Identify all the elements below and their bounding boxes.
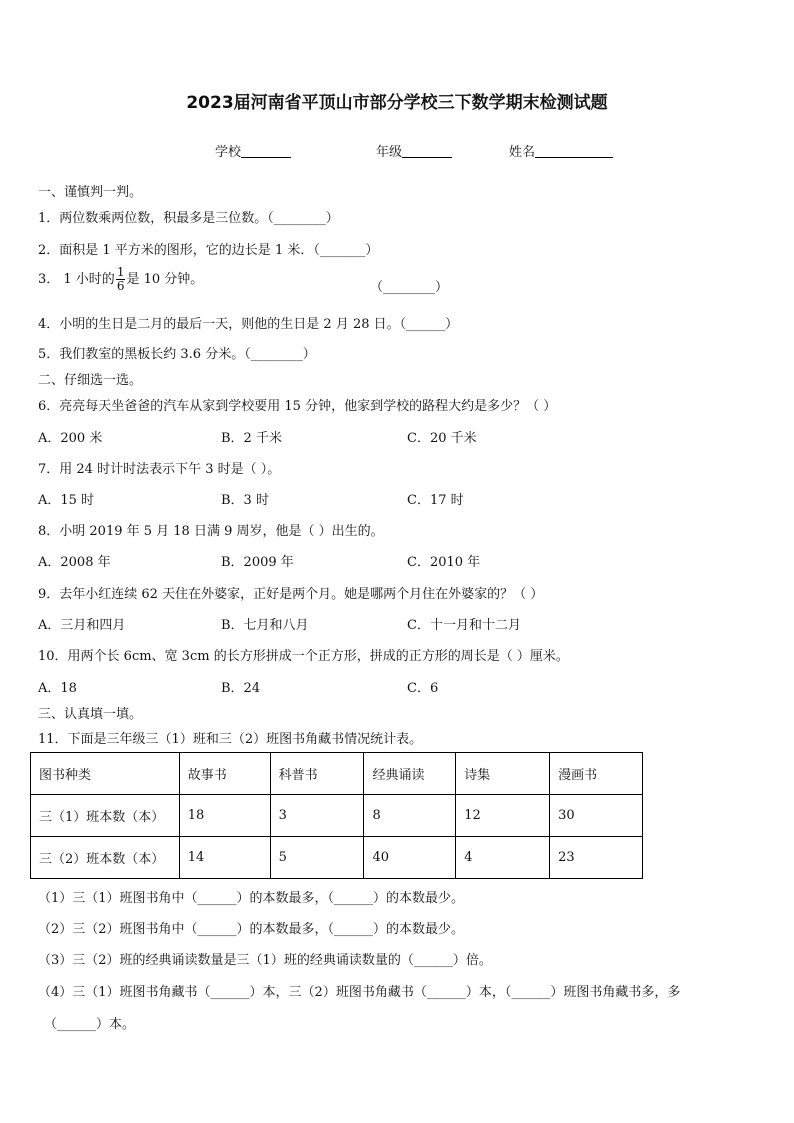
- table-header-cell: 图书种类: [31, 753, 180, 795]
- table-cell: 30: [550, 795, 643, 837]
- table-cell: 23: [550, 837, 643, 879]
- question-8-option-a[interactable]: A．2008 年: [38, 555, 111, 570]
- table-cell: 12: [456, 795, 550, 837]
- section-heading-2: 二、仔细选一选。: [38, 373, 143, 388]
- name-field: [509, 141, 613, 160]
- grade-field: [376, 141, 452, 160]
- table-cell: 3: [270, 795, 364, 837]
- question-10-option-c[interactable]: C．6: [407, 681, 439, 696]
- question-10-option-b[interactable]: B．24: [221, 681, 261, 696]
- question-6-option-c[interactable]: C．20 千米: [407, 431, 477, 446]
- table-cell: 三（1）班本数（本）: [31, 795, 180, 837]
- question-6: 6．亮亮每天坐爸爸的汽车从家到学校要用 15 分钟，他家到学校的路程大约是多少？（ ）: [38, 399, 557, 414]
- table-header-cell: 经典诵读: [364, 753, 456, 795]
- question-11-part-3: （3）三（2）班的经典诵读数量是三（1）班的经典诵读数量的（______）倍。: [38, 953, 492, 968]
- table-cell: 18: [179, 795, 270, 837]
- question-8: 8．小明 2019 年 5 月 18 日满 9 周岁，他是（ ）出生的。: [38, 524, 384, 539]
- question-9-option-a[interactable]: A．三月和四月: [38, 618, 126, 633]
- question-11-part-4-continued: （______）本。: [44, 1017, 136, 1032]
- question-6-option-b[interactable]: B．2 千米: [221, 431, 282, 446]
- question-3: [38, 266, 203, 293]
- table-cell: 14: [179, 837, 270, 879]
- question-5: 5．我们教室的黑板长约 3.6 分米。（________）: [38, 347, 316, 362]
- question-6-option-a[interactable]: A．200 米: [38, 431, 103, 446]
- table-cell: 4: [456, 837, 550, 879]
- question-8-option-c[interactable]: C．2010 年: [407, 555, 481, 570]
- table-row: [31, 837, 643, 879]
- fraction-numerator: 1: [116, 265, 125, 279]
- grade-label: 年级: [376, 145, 403, 160]
- question-11-part-1: （1）三（1）班图书角中（______）的本数最多，（______）的本数最少。: [38, 891, 465, 906]
- fraction-one-sixth: [116, 266, 126, 293]
- question-8-option-b[interactable]: B．2009 年: [221, 555, 294, 570]
- question-7-option-b[interactable]: B．3 时: [221, 493, 269, 508]
- question-10-option-a[interactable]: A．18: [38, 681, 77, 696]
- grade-blank[interactable]: [402, 143, 452, 158]
- question-2: 2．面积是 1 平方米的图形，它的边长是 1 米．（_______）: [38, 243, 379, 258]
- book-statistics-table: [30, 752, 643, 879]
- table-row: [31, 795, 643, 837]
- table-cell: 8: [364, 795, 456, 837]
- name-blank[interactable]: [535, 143, 613, 158]
- question-3-suffix: 是 10 分钟。: [126, 272, 204, 287]
- question-3-blank: （________）: [370, 280, 449, 295]
- table-cell: 40: [364, 837, 456, 879]
- table-header-cell: 科普书: [270, 753, 364, 795]
- table-header-cell: 漫画书: [550, 753, 643, 795]
- question-7-option-c[interactable]: C．17 时: [407, 493, 464, 508]
- question-10: 10．用两个长 6cm、宽 3cm 的长方形拼成一个正方形，拼成的正方形的周长是（ ）厘米。: [38, 649, 569, 664]
- school-field: [215, 141, 291, 160]
- question-1: 1．两位数乘两位数，积最多是三位数。（________）: [38, 211, 339, 226]
- question-9: 9．去年小红连续 62 天住在外婆家，正好是两个月。她是哪两个月住在外婆家的？（ ）: [38, 587, 544, 602]
- table-cell: 5: [270, 837, 364, 879]
- question-4: 4．小明的生日是二月的最后一天，则他的生日是 2 月 28 日。（______）: [38, 317, 459, 332]
- table-header-cell: 诗集: [456, 753, 550, 795]
- question-11-part-4: （4）三（1）班图书角藏书（______）本，三（2）班图书角藏书（______）本，（______）班图书角藏书多，多: [38, 985, 681, 1000]
- question-3-prefix: 3． 1 小时的: [38, 272, 115, 287]
- section-heading-3: 三、认真填一填。: [38, 707, 143, 722]
- question-9-option-b[interactable]: B．七月和八月: [221, 618, 309, 633]
- table-header-cell: 故事书: [179, 753, 270, 795]
- school-label: 学校: [215, 145, 242, 160]
- fraction-denominator: 6: [116, 279, 125, 293]
- table-header-row: [31, 753, 643, 795]
- question-9-option-c[interactable]: C．十一月和十二月: [407, 618, 521, 633]
- section-heading-1: 一、谨慎判一判。: [38, 185, 143, 200]
- table-cell: 三（2）班本数（本）: [31, 837, 180, 879]
- page-title: 2023届河南省平顶山市部分学校三下数学期末检测试题: [186, 93, 608, 113]
- question-11-part-2: （2）三（2）班图书角中（______）的本数最多，（______）的本数最少。: [38, 922, 465, 937]
- question-7-option-a[interactable]: A．15 时: [38, 493, 95, 508]
- school-blank[interactable]: [241, 143, 291, 158]
- name-label: 姓名: [509, 145, 536, 160]
- question-11: 11．下面是三年级三（1）班和三（2）班图书角藏书情况统计表。: [38, 732, 423, 747]
- question-7: 7．用 24 时计时法表示下午 3 时是（ ）。: [38, 462, 281, 477]
